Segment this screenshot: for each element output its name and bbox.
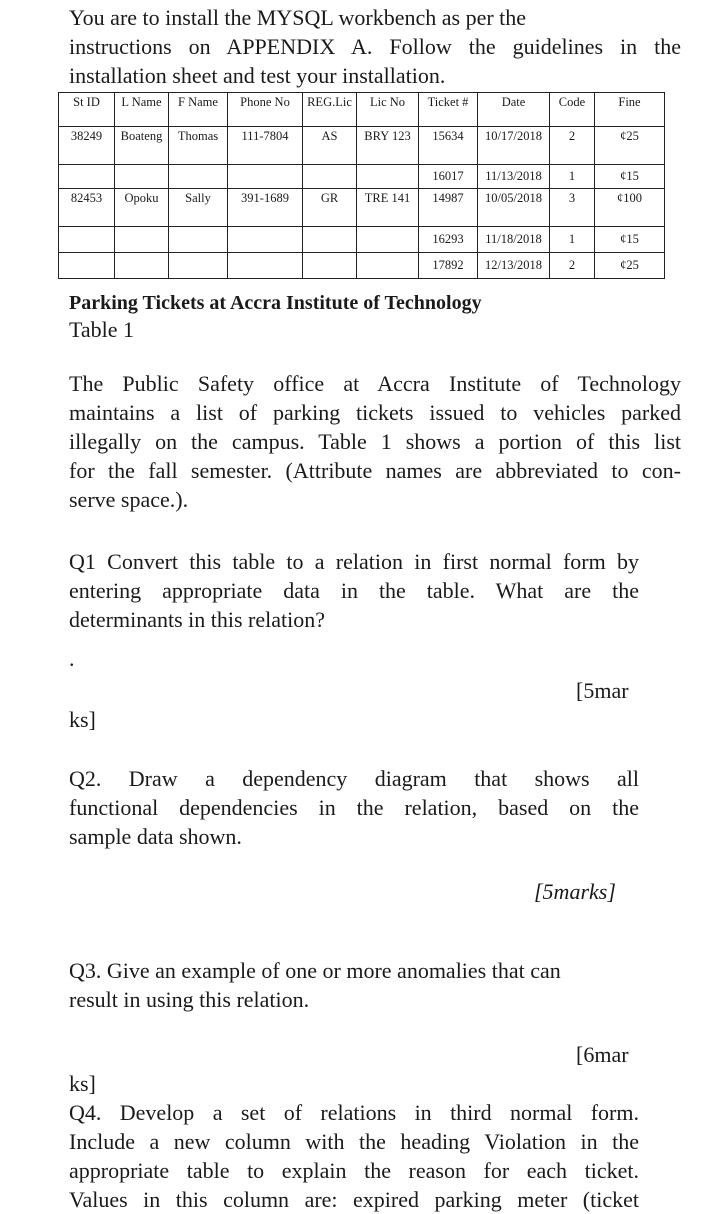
table-cell: Sally [169, 189, 228, 227]
table-cell: 82453 [59, 189, 115, 227]
table-cell: ¢15 [595, 227, 665, 253]
table-row [59, 189, 665, 227]
table-caption-label: Table 1 [69, 317, 135, 342]
intro-line-2: instructions on APPENDIX A. Follow the guidelines in the [69, 34, 681, 59]
table-row [59, 165, 665, 189]
table-cell: 16293 [419, 227, 478, 253]
q2-line-1: Q2. Draw a dependency diagram that shows all [69, 766, 639, 791]
paragraph-line-3: illegally on the campus. Table 1 shows a portion of this list [69, 429, 681, 454]
table-row [59, 227, 665, 253]
table-cell: GR [303, 189, 357, 227]
table-cell: 2 [550, 253, 595, 279]
table-cell: 11/13/2018 [478, 165, 550, 189]
q4-line-3: appropriate table to explain the reason for each ticket. [69, 1158, 639, 1183]
q1-dot: . [69, 646, 75, 671]
table-cell [169, 165, 228, 189]
table-cell: ¢25 [595, 127, 665, 165]
column-header: Fine [595, 93, 665, 127]
table-cell: 17892 [419, 253, 478, 279]
table-cell: 12/13/2018 [478, 253, 550, 279]
table-cell: 11/18/2018 [478, 227, 550, 253]
table-cell: 1 [550, 227, 595, 253]
table-cell: 15634 [419, 127, 478, 165]
table-cell [357, 165, 419, 189]
table-cell: 2 [550, 127, 595, 165]
q3-line-2: result in using this relation. [69, 987, 310, 1012]
table-cell [357, 227, 419, 253]
q3-marks-part1: [6mar [576, 1042, 629, 1067]
table-cell: Boateng [115, 127, 169, 165]
table-cell: ¢100 [595, 189, 665, 227]
q3-line-1: Q3. Give an example of one or more anomalies that can [69, 958, 561, 983]
table-cell [228, 165, 303, 189]
column-header: Code [550, 93, 595, 127]
table-cell: 391-1689 [228, 189, 303, 227]
column-header: REG.Lic [303, 93, 357, 127]
q2-line-2: functional dependencies in the relation, based on the [69, 795, 639, 820]
table-cell [115, 227, 169, 253]
parking-tickets-table [58, 92, 665, 279]
table-cell [115, 253, 169, 279]
intro-line-1: You are to install the MYSQL workbench as per the [69, 5, 527, 30]
table-cell [303, 253, 357, 279]
q4-line-1: Q4. Develop a set of relations in third normal form. [69, 1100, 639, 1125]
column-header: Date [478, 93, 550, 127]
column-header: L Name [115, 93, 169, 127]
table-cell: 10/17/2018 [478, 127, 550, 165]
table-cell [303, 227, 357, 253]
q4-line-4: Values in this column are: expired parking meter (ticket [69, 1187, 639, 1212]
q1-marks-part1: [5mar [576, 678, 629, 703]
table-cell: BRY 123 [357, 127, 419, 165]
paragraph-line-1: The Public Safety office at Accra Institute of Technology [69, 371, 681, 396]
table-cell [59, 253, 115, 279]
table-cell: Thomas [169, 127, 228, 165]
column-header: Phone No [228, 93, 303, 127]
table-cell: 1 [550, 165, 595, 189]
paragraph-line-5: serve space.). [69, 487, 189, 512]
table-cell: 3 [550, 189, 595, 227]
table-cell [169, 253, 228, 279]
column-header: St ID [59, 93, 115, 127]
table-cell: 16017 [419, 165, 478, 189]
intro-line-3: installation sheet and test your installation. [69, 63, 446, 88]
table-row [59, 253, 665, 279]
table-cell: AS [303, 127, 357, 165]
column-header: Ticket # [419, 93, 478, 127]
table-cell: 14987 [419, 189, 478, 227]
table-cell: TRE 141 [357, 189, 419, 227]
table-cell [59, 165, 115, 189]
column-header: Lic No [357, 93, 419, 127]
q1-line-3: determinants in this relation? [69, 607, 325, 632]
table-cell [228, 253, 303, 279]
q1-line-2: entering appropriate data in the table. What are the [69, 578, 639, 603]
q1-marks-part2: ks] [69, 707, 96, 732]
table-cell: ¢25 [595, 253, 665, 279]
table-cell: 111-7804 [228, 127, 303, 165]
q2-marks: [5marks] [534, 879, 616, 904]
table-cell [169, 227, 228, 253]
table-cell [115, 165, 169, 189]
table-cell [303, 165, 357, 189]
column-header: F Name [169, 93, 228, 127]
table-row [59, 127, 665, 165]
table-cell [357, 253, 419, 279]
q4-line-2: Include a new column with the heading Violation in the [69, 1129, 639, 1154]
paragraph-line-4: for the fall semester. (Attribute names are abbreviated to con- [69, 458, 681, 483]
paragraph-line-2: maintains a list of parking tickets issued to vehicles parked [69, 400, 681, 425]
q2-line-3: sample data shown. [69, 824, 242, 849]
q3-marks-part2: ks] [69, 1071, 96, 1096]
table-header-row [59, 93, 665, 127]
table-cell: Opoku [115, 189, 169, 227]
table-caption-title: Parking Tickets at Accra Institute of Technology [69, 292, 482, 314]
table-cell: 10/05/2018 [478, 189, 550, 227]
q1-line-1: Q1 Convert this table to a relation in first normal form by [69, 549, 639, 574]
table-cell: 38249 [59, 127, 115, 165]
table-cell [59, 227, 115, 253]
table-cell: ¢15 [595, 165, 665, 189]
table-cell [228, 227, 303, 253]
